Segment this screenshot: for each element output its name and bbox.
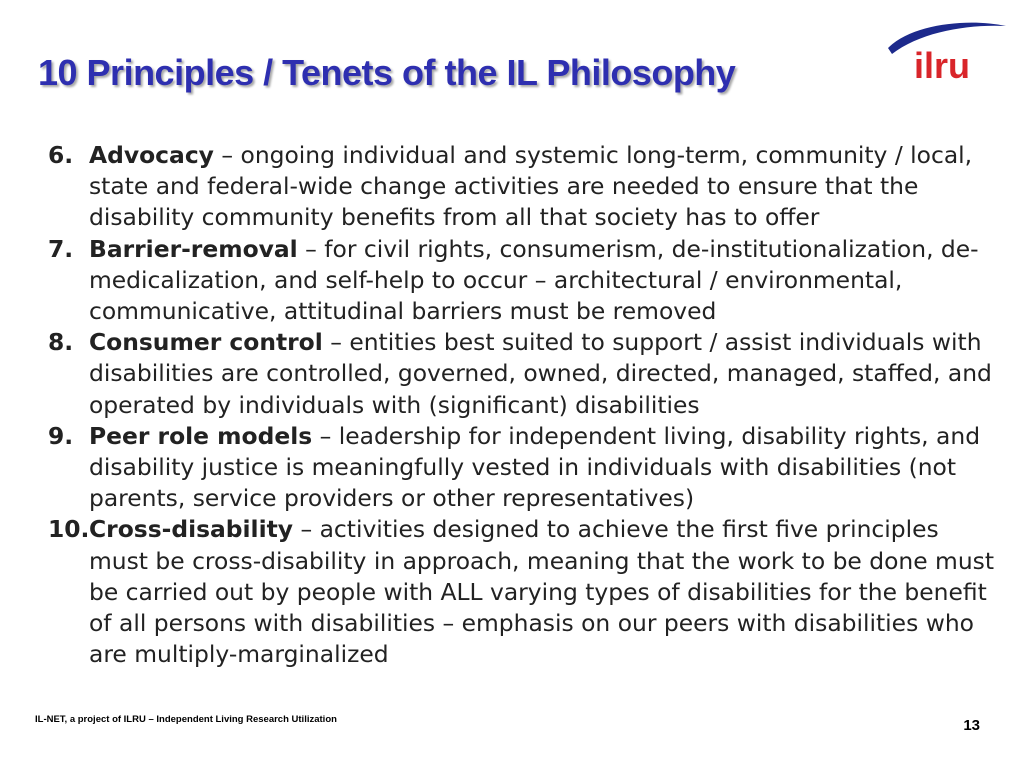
principle-number: 10. (48, 515, 90, 544)
ilru-logo (884, 18, 1008, 84)
principle-body (89, 327, 1003, 421)
principle-term: Barrier-removal (89, 234, 298, 263)
principle-description: – entities best suited to support / assist individuals with disabilities are controlled, governed, owned, directed, managed, staffed, and operated by individuals with (significant) disabilities (89, 328, 992, 419)
principle-body (89, 140, 1003, 234)
principle-description: – leadership for independent living, disability rights, and disability justice is meaningfully vested in individuals with disabilities (not parents, service providers or other representatives) (89, 421, 981, 513)
slide-title: 10 Principles / Tenets of the IL Philosophy (38, 52, 736, 93)
principle-item (48, 140, 1003, 234)
principle-term: Cross-disability (89, 515, 294, 544)
principle-item (48, 514, 1003, 670)
principle-number: 7. (48, 234, 74, 263)
principle-item (48, 327, 1003, 421)
principle-term: Advocacy (89, 141, 214, 169)
principle-description: – for civil rights, consumerism, de-institutionalization, de-medicalization, and self-help to occur – architectural / environmental, communicative, attitudinal barriers must be removed (89, 234, 979, 326)
principle-item (48, 234, 1003, 328)
principle-body (89, 421, 1003, 515)
principle-description: – activities designed to achieve the first five principles must be cross-disability in approach, meaning that the work to be done must be carried out by people with ALL varying types of disabilities for the benefit of all persons with disabilities – emphasis on our peers with disabilities who are multiply-marginalized (89, 515, 995, 669)
principle-term: Consumer control (89, 328, 323, 357)
logo-text: ilru (914, 45, 971, 84)
principle-number: 9. (48, 421, 74, 450)
page-number: 13 (963, 717, 980, 734)
principle-description: – ongoing individual and systemic long-term, community / local, state and federal-wide change activities are needed to ensure that the disability community benefits from all that society has to offer (89, 141, 973, 232)
principle-body (89, 514, 1003, 670)
principle-number: 6. (48, 141, 74, 169)
principle-item (48, 421, 1003, 515)
principle-body (89, 234, 1003, 328)
principles-list (48, 140, 1003, 670)
principle-number: 8. (48, 328, 74, 357)
footer-text: IL-NET, a project of ILRU – Independent Living Research Utilization (35, 714, 337, 725)
principle-term: Peer role models (89, 421, 313, 450)
